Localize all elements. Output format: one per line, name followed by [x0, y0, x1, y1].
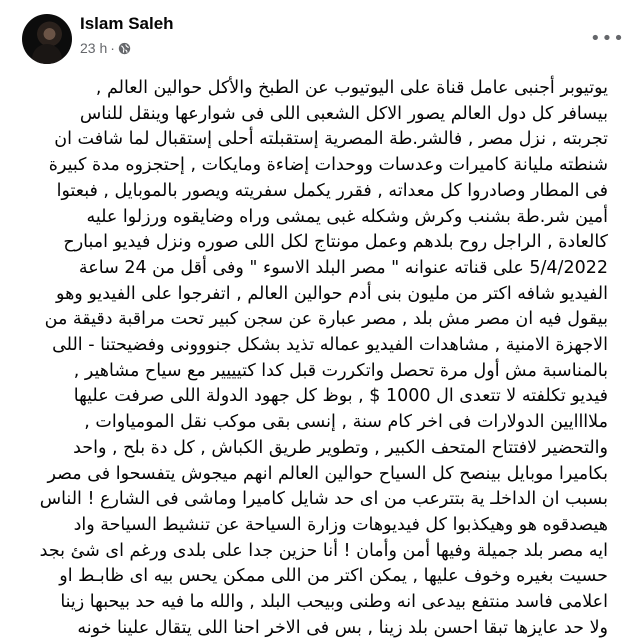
- post-text-line: بسبب ان الداخلـ ية بتترعب من اى حد شايل كاميرا وماشى فى الشارع ! الناس: [39, 489, 608, 510]
- globe-icon: [118, 42, 131, 55]
- post-text-line: ايه مصر بلد جميلة وفيها أمن وأمان ! أنا حزين جدا على بلدى ورغم اى شئ بجد: [39, 540, 608, 561]
- post-text-line: بالمناسبة مش أول مرة تحصل واتكررت قبل كدا كتيييير مع سياح مشاهير ,: [73, 360, 608, 381]
- post-text-line: تجربته , نزل مصر , فالشر.طة المصرية إستقبلته أحلى إستقبال لما شافت ان: [54, 129, 608, 150]
- post-text-line: الفيديو شافه اكتر من مليون بنى أدم حوالين العالم , اتفرجوا على الفيديو وهو: [56, 283, 608, 304]
- post-time[interactable]: 23 h: [80, 40, 108, 56]
- post-text-line: اعلامى فاسد منتفع بيدعى انه وطنى وبيحب البلد , والله ما فيه حد بيحبها زينا: [60, 592, 608, 613]
- post-text-line: والتحضير لافتتاح المتحف الكبير , وتطوير طريق الكباش , كل دة بلح , واحد: [73, 437, 608, 458]
- post-text-line: بيسافر كل دول العالم يصور الاكل الشعبى اللى فى شوارعها وينقل للناس: [79, 103, 608, 124]
- post-text-line: الاجهزة الامنية , مشاهدات الفيديو عماله تذيد بشكل جنووونى وفضيحتنا - اللى: [52, 335, 608, 356]
- post-text-line: هيصدقوه هو وهيكذبوا كل فيديوهات وزارة السياحة عن تنشيط السياحة واد: [73, 514, 608, 535]
- post-text-line: كالعادة , الراجل روح بلدهم وعمل مونتاج لكل اللى صوره ونزل فيديو امبارح: [63, 232, 608, 253]
- post-text-line: حسيت بغيره وخوف عليها , يمكن اكتر من اللى ممكن يحس بيه اى ظابـط او: [59, 566, 608, 587]
- post-meta: [80, 40, 131, 56]
- post-text-line: شنطته مليانة كاميرات وعدسات ووحدات إضاءة ومايكات , إحتجزوه مدة كبيرة: [48, 155, 608, 176]
- post-text-line: فيديو تكلفته لا تتعدى ال 1000 $ , بوظ كل جهود الدولة اللى صرفت عليها: [73, 386, 608, 407]
- post-text-line: يوتيوبر أجنبى عامل قناة على اليوتيوب عن الطبخ والأكل حوالين العالم ,: [95, 78, 608, 98]
- author-name[interactable]: Islam Saleh: [80, 14, 174, 33]
- post-text-line: أمين شر.طة بشنب وكرش وشكله غبى يمشى وراه وضايقوه ورزلوا عليه: [86, 206, 608, 227]
- post-text-line: بكاميرا موبايل بينصح كل السياح حوالين العالم انهم ميجوش يتفسحوا فى مصر: [47, 463, 608, 484]
- meta-separator: ·: [110, 40, 115, 56]
- post-body: [20, 76, 608, 641]
- more-options-icon[interactable]: •••: [590, 28, 625, 49]
- post-text-line: ملاااايين الدولارات فى اخر كام سنة , إنسى بقى موكب نقل المومياوات ,: [84, 412, 608, 433]
- avatar[interactable]: [22, 14, 72, 64]
- post-text-line: ولا حد عايزها تبقا احسن بلد زينا , بس فى الاخر احنا اللى يتقال علينا خونه: [77, 617, 608, 638]
- post-text-line: بيقول فيه ان مصر مش بلد , مصر عبارة عن سجن كبير تحت مراقبة دقيقة من: [44, 309, 608, 330]
- post-text-line: 5/4/2022 على قناته عنوانه " مصر البلد الاسوء " وفى أقل من 24 ساعة: [78, 257, 608, 278]
- post-text-line: فى المطار وصادروا كل معداته , فقرر يكمل سفريته ويصور بالموبايل , فبعتوا: [56, 180, 608, 201]
